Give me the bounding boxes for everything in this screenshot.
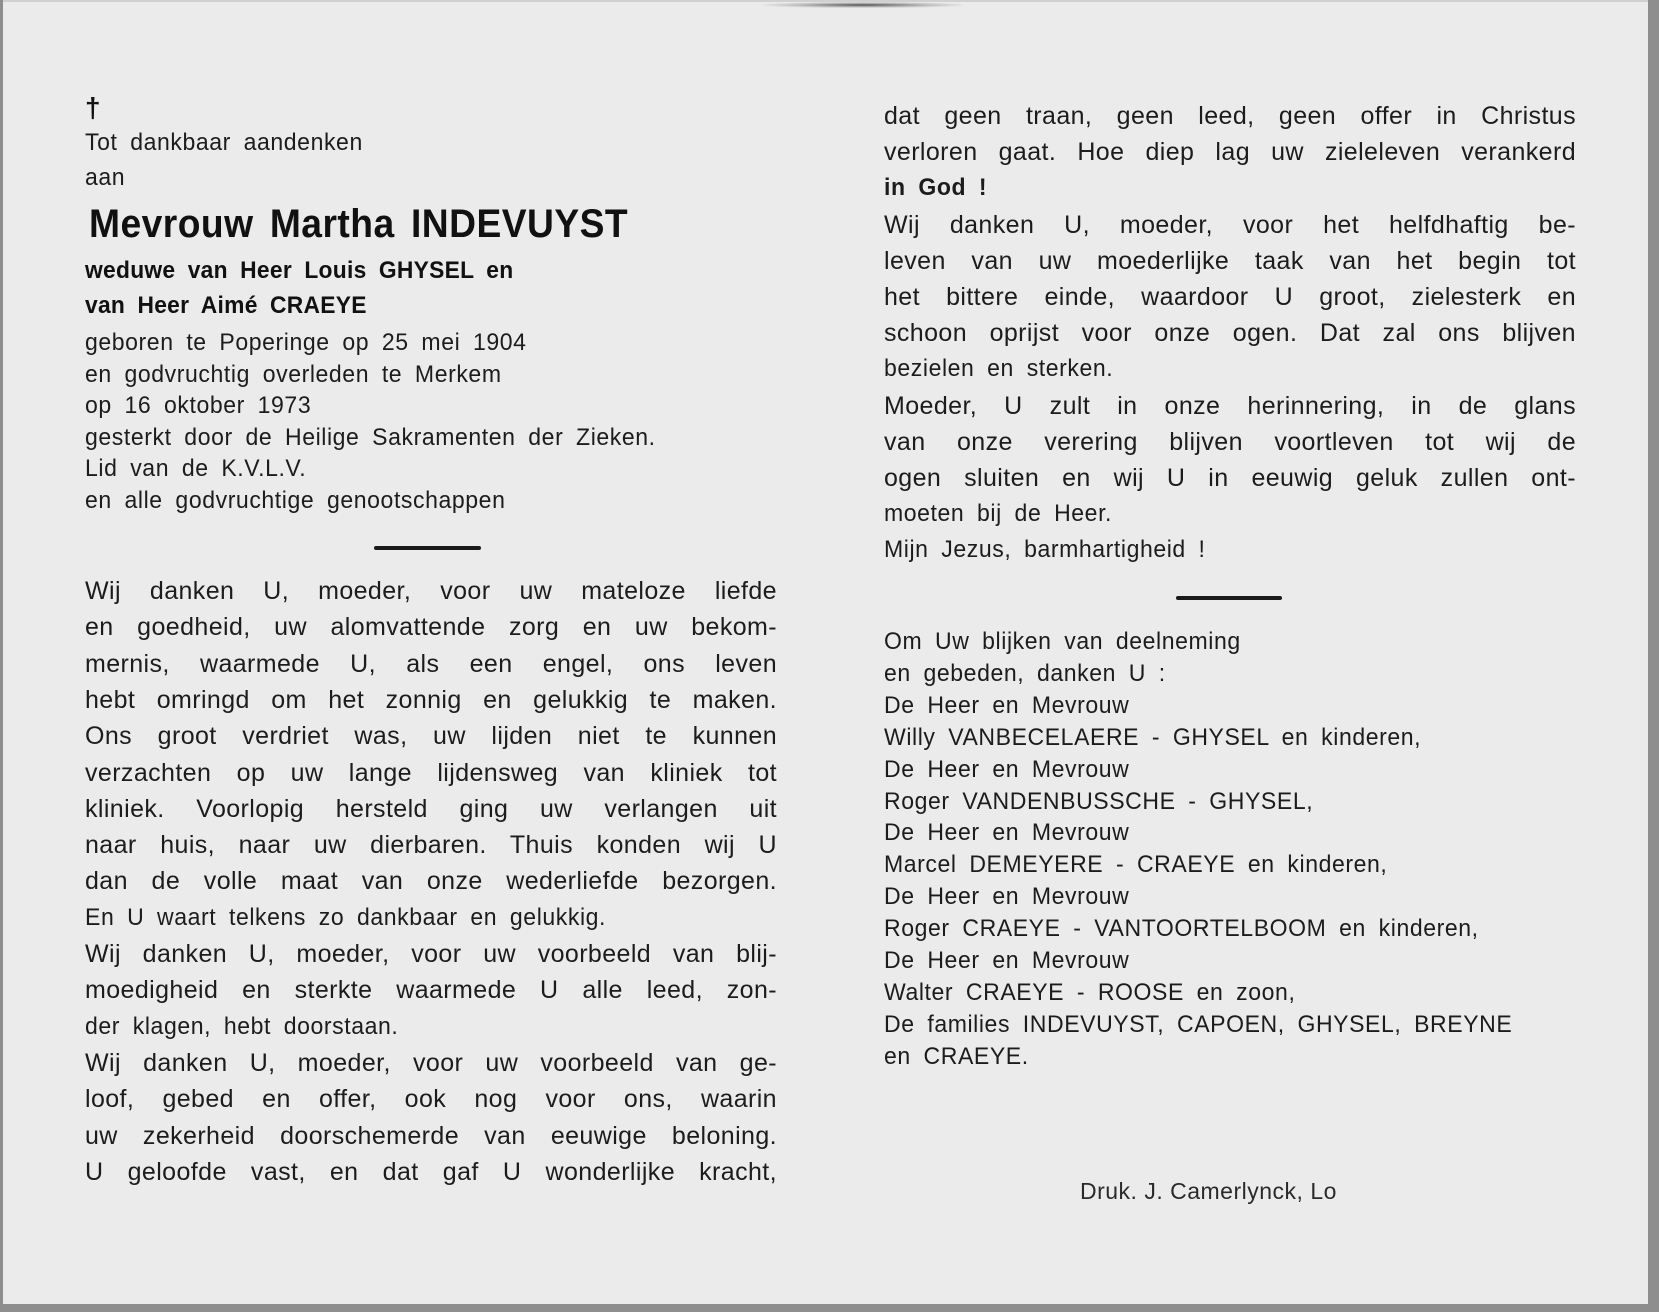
detail-line: geboren te Poperinge op 25 mei 1904: [85, 329, 527, 356]
text-line: U geloofde vast, en dat gaf U wonderlijke kracht,: [85, 1157, 777, 1186]
text-line: in God !: [884, 174, 988, 202]
thanks-line: Roger VANDENBUSSCHE - GHYSEL,: [884, 787, 1314, 815]
detail-line: gesterkt door de Heilige Sakramenten der Zieken.: [85, 423, 656, 451]
text-line: uw zekerheid doorschemerde van eeuwige beloning.: [85, 1121, 777, 1150]
text-line: moeten bij de Heer.: [884, 500, 1113, 528]
thanks-line: Marcel DEMEYERE - CRAEYE en kinderen,: [884, 851, 1388, 879]
cross-icon: †: [85, 92, 101, 123]
thanks-line: De Heer en Mevrouw: [884, 755, 1130, 783]
text-line: schoon oprijst voor onze ogen. Dat zal ons blijven: [884, 319, 1576, 348]
divider-right: [1176, 596, 1282, 600]
text-line: naar huis, naar uw dierbaren. Thuis konden wij U: [85, 831, 777, 860]
thanks-line: De Heer en Mevrouw: [884, 883, 1130, 911]
memorial-card: [3, 0, 1648, 1304]
deceased-name: Mevrouw Martha INDEVUYST: [89, 202, 629, 246]
text-line: van onze verering blijven voortleven tot wij de: [884, 427, 1576, 456]
detail-line: Lid van de K.V.L.V.: [85, 455, 307, 483]
thanks-line: en CRAEYE.: [884, 1042, 1029, 1070]
thanks-line: en gebeden, danken U :: [884, 659, 1166, 687]
thanks-line: De Heer en Mevrouw: [884, 819, 1130, 847]
text-line: Wij danken U, moeder, voor uw mateloze liefde: [85, 577, 777, 605]
thanks-line: Willy VANBECELAERE - GHYSEL en kinderen,: [884, 723, 1422, 751]
heading-line-2: aan: [85, 164, 126, 191]
thanks-line: De Heer en Mevrouw: [884, 691, 1130, 719]
text-line: leven van uw moederlijke taak van het begin tot: [884, 246, 1576, 275]
text-line: en goedheid, uw alomvattende zorg en uw bekom-: [85, 613, 777, 642]
text-line: Wij danken U, moeder, voor het helfdhaftig be-: [884, 210, 1576, 239]
heading-line-1: Tot dankbaar aandenken: [85, 129, 363, 156]
spouse-line-1: weduwe van Heer Louis GHYSEL en: [85, 257, 514, 284]
text-line: moedigheid en sterkte waarmede U alle leed, zon-: [85, 976, 777, 1005]
text-line: der klagen, hebt doorstaan.: [85, 1012, 399, 1040]
thanks-line: Om Uw blijken van deelneming: [884, 628, 1241, 655]
scan-shadow: [763, 2, 963, 8]
text-line: Moeder, U zult in onze herinnering, in de glans: [884, 391, 1576, 420]
text-line: kliniek. Voorlopig hersteld ging uw verlangen uit: [85, 794, 777, 823]
text-line: Wij danken U, moeder, voor uw voorbeeld van blij-: [85, 940, 777, 968]
text-line: Mijn Jezus, barmhartigheid !: [884, 536, 1206, 564]
divider-left: [374, 546, 481, 550]
text-line: hebt omringd om het zonnig en gelukkig te maken.: [85, 685, 777, 714]
thanks-line: De Heer en Mevrouw: [884, 947, 1130, 974]
thanks-line: Roger CRAEYE - VANTOORTELBOOM en kinderen,: [884, 915, 1479, 943]
text-line: mernis, waarmede U, als een engel, ons leven: [85, 649, 777, 678]
text-line: dat geen traan, geen leed, geen offer in Christus: [884, 102, 1576, 130]
printer-credit: Druk. J. Camerlynck, Lo: [1080, 1178, 1337, 1204]
text-line: verzachten op uw lange lijdensweg van kliniek tot: [85, 758, 777, 787]
detail-line: en godvruchtig overleden te Merkem: [85, 360, 502, 388]
text-line: loof, gebed en offer, ook nog voor ons, waarin: [85, 1085, 777, 1114]
spouse-line-2: van Heer Aimé CRAEYE: [85, 292, 367, 319]
text-line: dan de volle maat van onze wederliefde bezorgen.: [85, 867, 777, 896]
thanks-line: Walter CRAEYE - ROOSE en zoon,: [884, 978, 1296, 1006]
detail-line: en alle godvruchtige genootschappen: [85, 487, 506, 514]
text-line: Wij danken U, moeder, voor uw voorbeeld van ge-: [85, 1048, 777, 1077]
text-line: bezielen en sterken.: [884, 355, 1114, 383]
text-line: ogen sluiten en wij U in eeuwig geluk zullen ont-: [884, 464, 1576, 492]
text-line: En U waart telkens zo dankbaar en gelukkig.: [85, 903, 607, 931]
text-line: het bittere einde, waardoor U groot, zielesterk en: [884, 283, 1576, 311]
thanks-line: De families INDEVUYST, CAPOEN, GHYSEL, BREYNE: [884, 1010, 1513, 1038]
detail-line: op 16 oktober 1973: [85, 392, 312, 420]
text-line: verloren gaat. Hoe diep lag uw zieleleven verankerd: [884, 138, 1576, 167]
text-line: Ons groot verdriet was, uw lijden niet te kunnen: [85, 722, 777, 751]
